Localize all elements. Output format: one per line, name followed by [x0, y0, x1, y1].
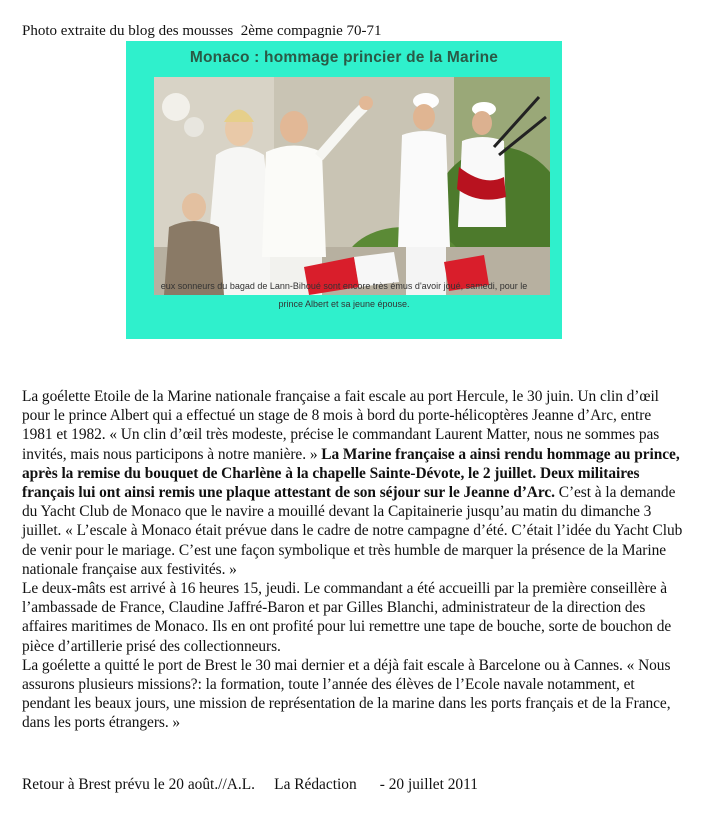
photo-caption-line-1: eux sonneurs du bagad de Lann-Bihoué sont encore très émus d'avoir joué, samedi, pour le [160, 281, 528, 291]
article-body [22, 387, 684, 733]
photo-caption-line-2: prince Albert et sa jeune épouse. [278, 299, 410, 309]
article-footer: Retour à Brest prévu le 20 août.//A.L. La Rédaction - 20 juillet 2011 [22, 776, 478, 793]
article-paragraph-1 [22, 387, 684, 579]
clipping-title: Monaco : hommage princier de la Marine [189, 49, 499, 66]
article-paragraph-2: Le deux-mâts est arrivé à 16 heures 15, jeudi. Le commandant a été accueilli par la première conseillère à l’ambassade de France, Claudine Jaffré-Baron et par Gilles Blanchi, administrateur de la direction des affaires maritimes de Monaco. Ils en ont profité pour lui remettre une tape de bouche, sorte de bouchon de pièce d’artillerie prisé des collectionneurs. [22, 580, 672, 655]
article-text: C’est à la demande du Yacht Club de Monaco que le navire a mouillé devant la Capitainerie jusqu’au matin du dimanche 3 juillet. « L’escale à Monaco était prévue dans le cadre de notre campagne d’été. C’était l’idée du Yacht Club de venir pour le mariage. C’est une façon symbolique et très humble de marquer la présence de la Marine nationale française aux festivités. » [22, 484, 683, 578]
source-line: Photo extraite du blog des mousses 2ème compagnie 70-71 [22, 23, 382, 39]
article-paragraph-3: La goélette a quitté le port de Brest le 30 mai dernier et a déjà fait escale à Barcelone ou à Cannes. « Nous assurons plusieurs missions?: la formation, toute l’année des élèves de l’Ecole navale notamment, et pendant les beaux jours, une mission de représentation de la marine dans les ports français et de la France, dans les ports étrangers. » [22, 656, 671, 732]
wedding-photo-illustration [154, 77, 550, 295]
newspaper-clipping [126, 41, 562, 339]
article-bold-text: La Marine française a ainsi rendu hommage au prince, après la remise du bouquet de Charlène à la chapelle Sainte-Dévote, le 2 juillet. Deux militaires français lui ont ainsi remis une plaque attestant de son séjour sur le Jeanne d’Arc. [22, 445, 680, 502]
article-text: La goélette Etoile de la Marine nationale française a fait escale au port Hercule, le 30 juin. Un clin d’œil pour le prince Albert qui a effectué un stage de 8 mois à bord du porte-hélicoptères Jeanne d’Arc, entre 1981 et 1982. « Un clin d’œil très modeste, précise le commandant Laurent Matter, nous ne sommes pas invités, mais nous participons à notre manière. » [22, 388, 660, 463]
wedding-photo [154, 77, 550, 295]
